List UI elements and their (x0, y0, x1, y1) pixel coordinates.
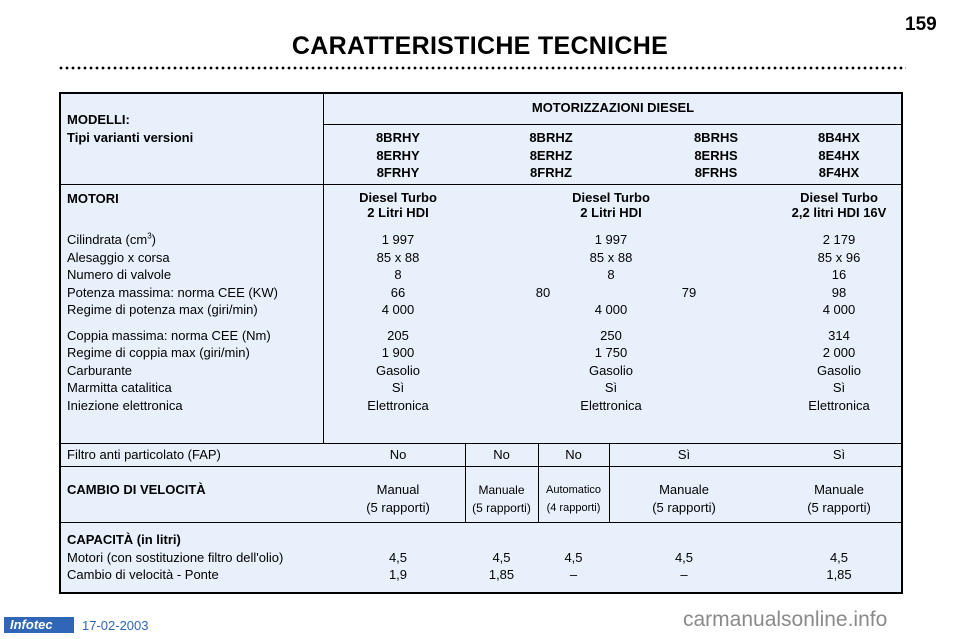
variant-col-1: 8BRHY 8ERHY 8FRHY (375, 130, 421, 180)
capacita-col-5: 4,5 1,85 (826, 549, 852, 582)
page-number: 159 (905, 14, 937, 35)
variant-col-2: 8BRHZ 8ERHZ 8FRHZ (529, 130, 573, 180)
fap-value-4: Sì (677, 447, 691, 462)
regime-potenza-label: Regime di potenza max (giri/min) (67, 302, 258, 317)
alesaggio-label: Alesaggio x corsa (67, 249, 170, 265)
regime-coppia-label: Regime di coppia max (giri/min) (67, 345, 250, 360)
potenza-value-80: 80 (535, 284, 551, 300)
capacita-col-3: 4,5 – (564, 549, 583, 582)
infotec-logo: Infotec (4, 617, 74, 633)
engine-3: Diesel Turbo 2,2 litri HDI 16V (791, 190, 887, 220)
engine-1: Diesel Turbo 2 Litri HDI (359, 190, 437, 220)
specs-table (59, 92, 903, 594)
watermark: carmanualsonline.info (683, 608, 888, 631)
capacita-col-1: 4,5 1,9 (388, 549, 408, 582)
cambio-col-1: Manual (5 rapporti) (366, 482, 430, 515)
fap-value-1: No (389, 447, 407, 462)
types-label: Tipi varianti versioni (67, 130, 194, 145)
dotted-divider (58, 66, 906, 70)
engine-1-values: 1 997 85 x 88 8 66 4 000 205 1 900 Gasolio Sì Elettronica (367, 232, 429, 413)
engines-title: MOTORIZZAZIONI DIESEL (531, 100, 695, 115)
carburante-label: Carburante (67, 362, 133, 378)
engine-2-values: 1 997 85 x 88 8 4 000 250 1 750 Gasolio Sì Elettronica (580, 232, 642, 413)
fap-value-3: No (565, 447, 582, 462)
footer-date: 17-02-2003 (82, 618, 149, 633)
section-divider (61, 443, 903, 444)
capacita-col-2: 4,5 1,85 (488, 549, 515, 582)
cilindrata-label: Cilindrata $(cm^3)$ (67, 231, 156, 247)
header-divider (323, 124, 903, 125)
capacita-labels: CAPACITÀ (in litri) Motori (con sostituzione filtro dell'olio) Cambio di velocità - Ponte (67, 532, 284, 582)
spec-labels (67, 231, 278, 414)
cambio-label: CAMBIO DI VELOCITÀ (67, 482, 206, 497)
variant-col-4: 8B4HX 8E4HX 8F4HX (818, 130, 860, 180)
coppia-label: Coppia massima: norma CEE (Nm) (67, 327, 271, 343)
engine-3-values: 2 179 85 x 96 16 98 4 000 314 2 000 Gasolio Sì Elettronica (808, 232, 870, 413)
iniezione-label: Iniezione elettronica (67, 397, 183, 413)
motori-label: MOTORI (67, 191, 119, 206)
cambio-col-3: Automatico (4 rapporti) (545, 484, 602, 514)
section-divider (61, 466, 903, 467)
engine-2: Diesel Turbo 2 Litri HDI (572, 190, 650, 220)
fap-label: Filtro anti particolato (FAP) (67, 447, 221, 462)
section-divider (61, 184, 903, 185)
potenza-label: Potenza massima: norma CEE (KW) (67, 284, 278, 300)
fap-value-2: No (493, 447, 510, 462)
section-divider (61, 522, 903, 523)
cambio-col-2: Manuale (5 rapporti) (472, 483, 531, 515)
potenza-value-79: 79 (681, 284, 697, 300)
cambio-col-5: Manuale (5 rapporti) (807, 482, 871, 515)
valvole-label: Numero di valvole (67, 267, 172, 282)
capacita-col-4: 4,5 – (674, 549, 694, 582)
marmitta-label: Marmitta catalitica (67, 380, 172, 395)
cambio-col-4: Manuale (5 rapporti) (652, 482, 716, 515)
models-label: MODELLI: (67, 112, 130, 127)
page-title: CARATTERISTICHE TECNICHE (291, 32, 669, 60)
fap-value-5: Sì (832, 447, 846, 462)
variant-col-3: 8BRHS 8ERHS 8FRHS (693, 130, 739, 180)
